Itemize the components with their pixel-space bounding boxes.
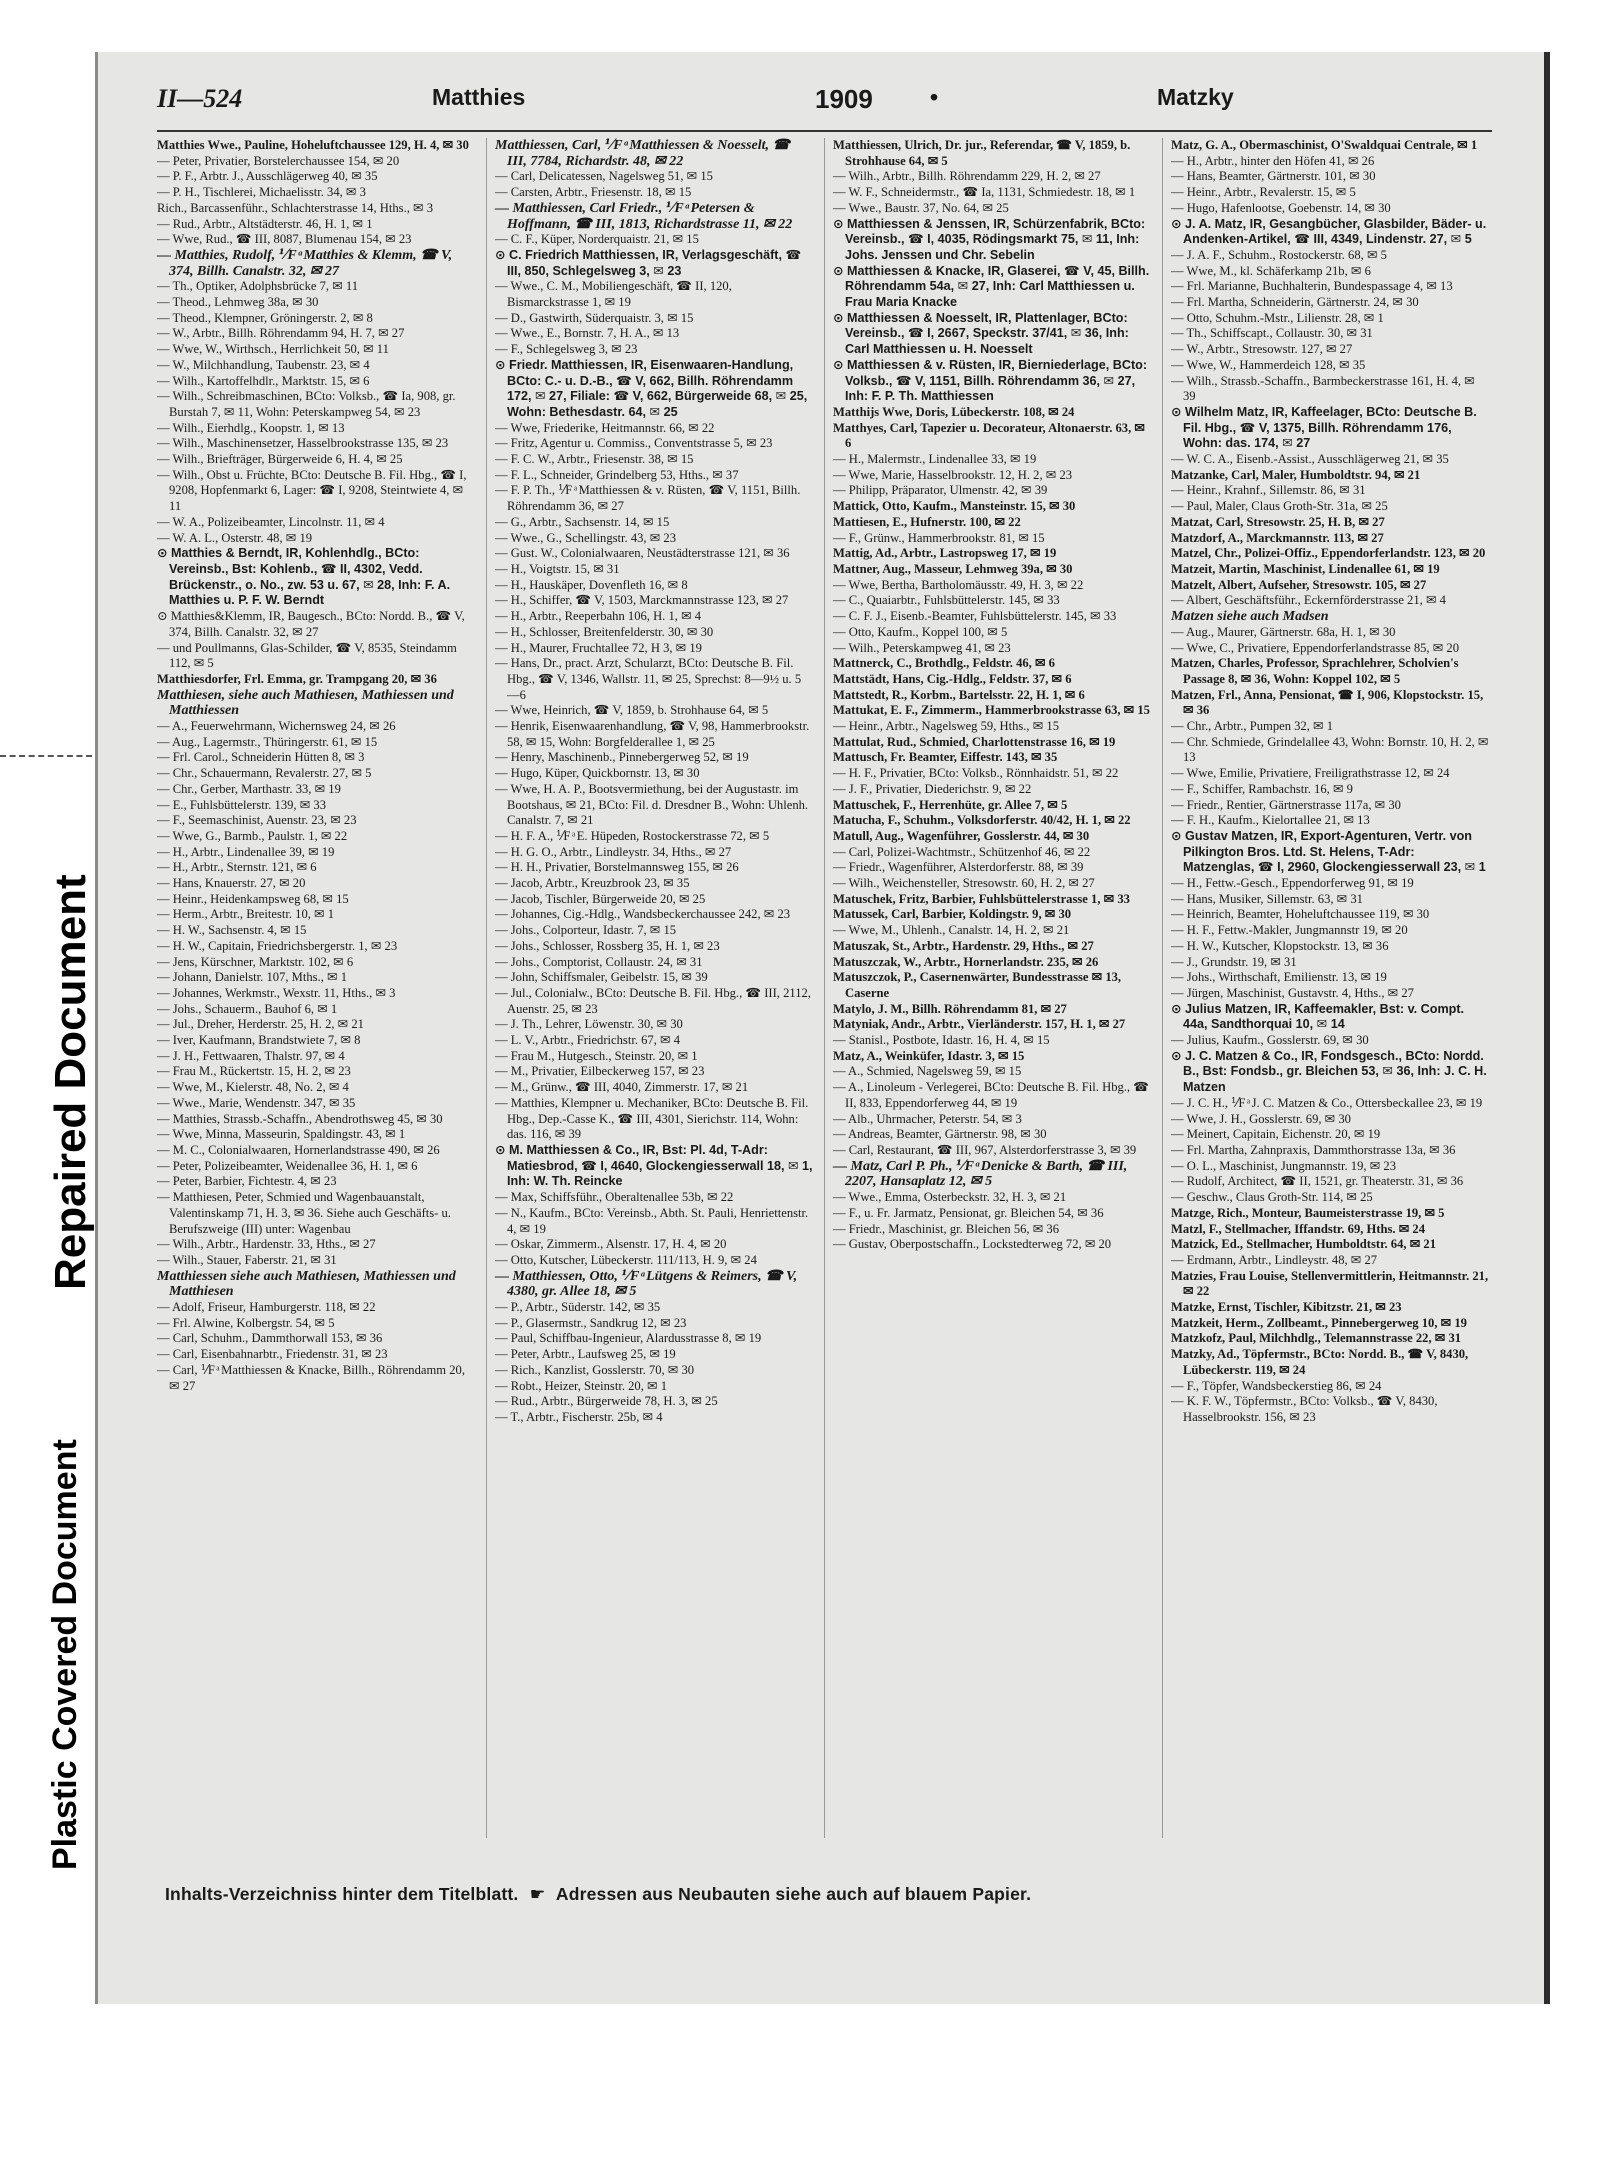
directory-entry: Matuszak, St., Arbtr., Hardenstr. 29, Hths., ✉ 27 [833, 938, 1094, 953]
directory-entry: — Wwe, Marie, Hasselbrookstr. 12, H. 2, ✉ 23 [833, 467, 1073, 482]
directory-entry: — H. W., Kutscher, Klopstockstr. 13, ✉ 36 [1171, 938, 1389, 953]
directory-entry: — H., Malermstr., Lindenallee 33, ✉ 19 [833, 452, 1037, 467]
directory-entry: Matzky, Ad., Töpfermstr., BCto: Nordd. B., ☎ V, 8430, Lübeckerstr. 119, ✉ 24 [1171, 1347, 1469, 1377]
directory-entry: — T., Arbtr., Fischerstr. 25b, ✉ 4 [495, 1409, 663, 1424]
directory-entry: Matzen, Frl., Anna, Pensionat, ☎ I, 906, Klopstockstr. 15, ✉ 36 [1171, 687, 1484, 718]
directory-entry: — Wilh., Schreibmaschinen, BCto: Volksb., ☎ Ia, 908, gr. Burstah 7, ✉ 11, Wohn: Peterskampweg 54, ✉ 23 [157, 389, 456, 419]
directory-entry: — F. L., Schneider, Grindelberg 53, Hths., ✉ 37 [495, 467, 739, 482]
directory-entry: — Otto, Kutscher, Lübeckerstr. 111/113, H. 9, ✉ 24 [495, 1252, 757, 1267]
directory-entry: — Matthiessen, Otto, ⅟F ͣ Lütgens & Reimers, ☎ V, 4380, gr. Allee 18, ✉ 5 [495, 1268, 798, 1300]
directory-entry: — F. P. Th., ⅟F ͣ Matthiessen & v. Rüsten, ☎ V, 1151, Billh. Röhrendamm 36, ✉ 27 [495, 483, 801, 514]
page-footer [165, 1884, 1485, 1905]
directory-entry: — Aug., Lagermstr., Thüringerstr. 61, ✉ 15 [157, 734, 378, 749]
directory-entry: — Matthiessen, Carl Friedr., ⅟F ͣ Petersen & Hoffmann, ☎ III, 1813, Richardstrasse 11, ✉ 22 [495, 200, 793, 232]
directory-entry: — Wwe, W., Hammerdeich 128, ✉ 35 [1171, 357, 1366, 372]
directory-entry: Mattuschek, F., Herrenhüte, gr. Allee 7, ✉ 5 [833, 797, 1068, 812]
directory-entry: — Henry, Maschinenb., Pinnebergerweg 52, ✉ 19 [495, 750, 749, 765]
directory-entry: — Wwe, Heinrich, ☎ V, 1859, b. Strohhause 64, ✉ 5 [495, 703, 769, 718]
directory-entry: — Wilh., Arbtr., Billh. Röhrendamm 229, H. 2, ✉ 27 [833, 169, 1101, 184]
directory-entry: — F., u. Fr. Jarmatz, Pensionat, gr. Bleichen 54, ✉ 36 [833, 1205, 1104, 1220]
directory-entry: — H., Schlosser, Breitenfelderstr. 30, ✉ 30 [495, 624, 714, 639]
directory-entry: Matzl, F., Stellmacher, Iffandstr. 69, Hths. ✉ 24 [1171, 1221, 1426, 1236]
directory-entry: — W., Milchhandlung, Taubenstr. 23, ✉ 4 [157, 357, 370, 372]
directory-entry: — Wwe., G., Schellingstr. 43, ✉ 23 [495, 530, 677, 545]
directory-entry: — Wilh., Eierhdlg., Koopstr. 1, ✉ 13 [157, 420, 345, 435]
directory-entry: — Wwe, Rud., ☎ III, 8087, Blumenau 154, ✉ 23 [157, 232, 412, 247]
directory-entry: Matucha, F., Schuhm., Volksdorferstr. 40/42, H. 1, ✉ 22 [833, 813, 1131, 828]
directory-entry: — Andreas, Beamter, Gärtnerstr. 98, ✉ 30 [833, 1127, 1047, 1142]
directory-entry: — Johs., Colporteur, Idastr. 7, ✉ 15 [495, 923, 677, 938]
directory-entry: — Rud., Arbtr., Altstädterstr. 46, H. 1, ✉ 1 [157, 216, 373, 231]
directory-entry: ⊙ Matthiessen & v. Rüsten, IR, Bierniederlage, BCto: Volksb., ☎ V, 1151, Billh. Röhrendamm 36, ✉ 27, Inh: F. P. Th. Matthiessen [833, 357, 1148, 404]
directory-entry: — Paul, Schiffbau-Ingenieur, Alardusstrasse 8, ✉ 19 [495, 1331, 762, 1346]
directory-entry: — und Poullmanns, Glas-Schilder, ☎ V, 8535, Steindamm 112, ✉ 5 [157, 640, 457, 671]
directory-entry: ⊙ Matthies&Klemm, IR, Baugesch., BCto: Nordd. B., ☎ V, 374, Billh. Canalstr. 32, ✉ 27 [157, 609, 465, 639]
directory-entry: — Theod., Klempner, Gröningerstr. 2, ✉ 8 [157, 310, 373, 325]
directory-entry: — W., Arbtr., Stresowstr. 127, ✉ 27 [1171, 342, 1353, 357]
directory-entry: — Iver, Kaufmann, Brandstwiete 7, ✉ 8 [157, 1033, 361, 1048]
directory-entry: — F., Schiffer, Rambachstr. 16, ✉ 9 [1171, 781, 1353, 796]
directory-entry: — P., Arbtr., Süderstr. 142, ✉ 35 [495, 1300, 661, 1315]
directory-entry: — N., Kaufm., BCto: Vereinsb., Abth. St. Pauli, Henriettenstr. 4, ✉ 19 [495, 1205, 809, 1236]
directory-entry: — Gust. W., Colonialwaaren, Neustädterstrasse 121, ✉ 36 [495, 546, 790, 561]
plastic-covered-label: Plastic Covered Document [46, 1439, 84, 1870]
directory-entry: Rich., Barcassenführ., Schlachterstrasse 14, Hths., ✉ 3 [157, 200, 434, 215]
directory-entry: ⊙ Friedr. Matthiessen, IR, Eisenwaaren-Handlung, BCto: C.- u. D.-B., ☎ V, 662, Billh. Röhrendamm 172, ✉ 27, Filiale: ☎ V, 662, Bürgerweide 68, ✉ 25, Wohn: Bethesdastr. 64, ✉ 25 [495, 357, 808, 419]
directory-entry: — F., Grünw., Hammerbrookstr. 81, ✉ 15 [833, 530, 1045, 545]
directory-entry: — F. C. W., Arbtr., Friesenstr. 38, ✉ 15 [495, 452, 694, 467]
directory-entry: Matthiesdorfer, Frl. Emma, gr. Trampgang 20, ✉ 36 [157, 671, 437, 686]
directory-entry: — K. F. W., Töpfermstr., BCto: Volksb., ☎ V, 8430, Hasselbrookstr. 156, ✉ 23 [1171, 1394, 1438, 1424]
directory-entry: ⊙ Julius Matzen, IR, Kaffeemakler, Bst: v. Compt. 44a, Sandthorquai 10, ✉ 14 [1171, 1001, 1465, 1032]
directory-entry: — Alb., Uhrmacher, Peterstr. 54, ✉ 3 [833, 1111, 1022, 1126]
directory-entry: — H., Arbtr., hinter den Höfen 41, ✉ 26 [1171, 153, 1375, 168]
directory-entry: — Hans, Knauerstr. 27, ✉ 20 [157, 876, 306, 891]
directory-entry: — Friedr., Rentier, Gärtnerstrasse 117a, ✉ 30 [1171, 797, 1401, 812]
directory-entry: — Rudolf, Architect, ☎ II, 1521, gr. Theaterstr. 31, ✉ 36 [1171, 1174, 1464, 1189]
header-year: 1909 [815, 84, 873, 114]
directory-entry: Matz, G. A., Obermaschinist, O'Swaldquai Centrale, ✉ 1 [1171, 138, 1478, 152]
directory-entry: — Wilh., Maschinensetzer, Hasselbrookstrasse 135, ✉ 23 [157, 436, 449, 451]
directory-column-1 [157, 138, 475, 1394]
directory-entry: — G., Arbtr., Sachsenstr. 14, ✉ 15 [495, 514, 670, 529]
directory-entry: — H. W., Sachsenstr. 4, ✉ 15 [157, 923, 307, 938]
directory-entry: Matthies Wwe., Pauline, Hoheluftchaussee 129, H. 4, ✉ 30 [157, 138, 469, 152]
directory-entry: — H., Maurer, Fruchtallee 72, H 3, ✉ 19 [495, 640, 702, 655]
directory-entry: — Wilh., Peterskampweg 41, ✉ 23 [833, 640, 1011, 655]
directory-entry: Mattiesen, E., Hufnerstr. 100, ✉ 22 [833, 514, 1021, 529]
directory-entry: — F., Seemaschinist, Auenstr. 23, ✉ 23 [157, 813, 357, 828]
directory-entry: — Wwe, H. A. P., Bootsvermiethung, bei der Augustastr. im Bootshaus, ✉ 21, BCto: Fil. d. Dresdner B., Wohn: Uhlenh. Canalstr. 7, ✉ 21 [495, 781, 809, 828]
directory-entry: — Hugo, Hafenlootse, Goebenstr. 14, ✉ 30 [1171, 200, 1391, 215]
header-separator: • [930, 84, 939, 110]
directory-entry: — P. H., Tischlerei, Michaelisstr. 34, ✉ 3 [157, 185, 366, 200]
directory-column-4 [1171, 138, 1489, 1426]
directory-entry: — Wilh., Weichensteller, Stresowstr. 60, H. 2, ✉ 27 [833, 876, 1095, 891]
directory-column-3 [833, 138, 1151, 1253]
directory-entry: — Wwe, J. H., Gosslerstr. 69, ✉ 30 [1171, 1111, 1351, 1126]
header-rule [157, 130, 1492, 132]
directory-entry: — Wwe, M., kl. Schäferkamp 21b, ✉ 6 [1171, 263, 1371, 278]
directory-entry: — Rud., Arbtr., Bürgerweide 78, H. 3, ✉ 25 [495, 1394, 718, 1409]
directory-entry: Matyniak, Andr., Arbtr., Vierländerstr. 157, H. 1, ✉ 27 [833, 1017, 1126, 1032]
directory-entry: — Heinr., Arbtr., Revalerstr. 15, ✉ 5 [1171, 185, 1356, 200]
directory-entry: — Wwe, Emilie, Privatiere, Freiligrathstrasse 12, ✉ 24 [1171, 766, 1450, 781]
directory-entry: — Chr., Arbtr., Pumpen 32, ✉ 1 [1171, 719, 1334, 734]
directory-entry: Matthijs Wwe, Doris, Lübeckerstr. 108, ✉ 24 [833, 404, 1075, 419]
directory-entry: — Paul, Maler, Claus Groth-Str. 31a, ✉ 25 [1171, 499, 1388, 514]
directory-entry: — Wwe, C., Privatiere, Eppendorferlandstrasse 85, ✉ 20 [1171, 640, 1460, 655]
directory-entry: Matuszczok, P., Casernenwärter, Bundesstrasse ✉ 13, Caserne [833, 970, 1122, 1000]
directory-entry: — Hans, Beamter, Gärtnerstr. 101, ✉ 30 [1171, 169, 1376, 184]
directory-entry: — Peter, Polizeibeamter, Weidenallee 36, H. 1, ✉ 6 [157, 1158, 418, 1173]
directory-entry: Mattusch, Fr. Beamter, Eiffestr. 143, ✉ 35 [833, 750, 1058, 765]
directory-entry: — W. C. A., Eisenb.-Assist., Ausschlägerweg 21, ✉ 35 [1171, 452, 1449, 467]
directory-entry: — Philipp, Präparator, Ulmenstr. 42, ✉ 39 [833, 483, 1048, 498]
scanned-page [95, 52, 1550, 2004]
directory-entry: — H. W., Capitain, Friedrichsbergerstr. 1, ✉ 23 [157, 938, 398, 953]
directory-entry: — Gustav, Oberpostschaffn., Lockstedterweg 72, ✉ 20 [833, 1237, 1112, 1252]
directory-entry: Matthiessen, Ulrich, Dr. jur., Referendar, ☎ V, 1859, b. Strohhause 64, ✉ 5 [833, 138, 1131, 168]
directory-entry: — Hans, Dr., pract. Arzt, Schularzt, BCto: Deutsche B. Fil. Hbg., ☎ V, 1346, Wallstr. 11, ✉ 25, Sprechst: 8—9½ u. 5—6 [495, 656, 802, 702]
directory-column-2 [495, 138, 813, 1426]
directory-entry: — Theod., Lehmweg 38a, ✉ 30 [157, 295, 319, 310]
directory-entry: — Jacob, Tischler, Bürgerweide 20, ✉ 25 [495, 891, 706, 906]
directory-entry: — J. A. F., Schuhm., Rostockerstr. 68, ✉ 5 [1171, 247, 1387, 262]
column-divider [824, 138, 825, 1838]
directory-entry: — Wwe, M., Kielerstr. 48, No. 2, ✉ 4 [157, 1080, 349, 1095]
page-header [157, 80, 1457, 130]
directory-entry: Matthyes, Carl, Tapezier u. Decorateur, Altonaerstr. 63, ✉ 6 [833, 420, 1145, 451]
directory-entry: Matuszczak, W., Arbtr., Hornerlandstr. 235, ✉ 26 [833, 954, 1099, 969]
page-edge-right [1544, 52, 1550, 2004]
directory-entry: — H., Voigtstr. 15, ✉ 31 [495, 561, 620, 576]
directory-entry: — W. F., Schneidermstr., ☎ Ia, 1131, Schmiedestr. 18, ✉ 1 [833, 185, 1136, 200]
directory-entry: Mattner, Aug., Masseur, Lehmweg 39a, ✉ 30 [833, 561, 1073, 576]
directory-entry: — W., Arbtr., Billh. Röhrendamm 94, H. 7, ✉ 27 [157, 326, 405, 341]
directory-entry: — M., Grünw., ☎ III, 4040, Zimmerstr. 17, ✉ 21 [495, 1080, 749, 1095]
directory-entry: — Wwe., E., Bornstr. 7, H. A., ✉ 13 [495, 326, 680, 341]
directory-entry: Matzeit, Martin, Maschinist, Lindenallee 61, ✉ 19 [1171, 561, 1440, 576]
directory-entry: — Jul., Colonialw., BCto: Deutsche B. Fil. Hbg., ☎ III, 2112, Auenstr. 25, ✉ 23 [495, 985, 811, 1016]
directory-entry: — Wwe, Bertha, Bartholomäusstr. 49, H. 3, ✉ 22 [833, 577, 1084, 592]
footer-index-note: Inhalts-Verzeichniss hinter dem Titelblatt. [165, 1884, 519, 1904]
side-label-strip [0, 0, 95, 2177]
directory-entry: — Frl. Alwine, Kolbergstr. 54, ✉ 5 [157, 1315, 335, 1330]
directory-entry: — L. V., Arbtr., Friedrichstr. 67, ✉ 4 [495, 1033, 680, 1048]
directory-entry: ⊙ J. C. Matzen & Co., IR, Fondsgesch., BCto: Nordd. B., Bst: Fondsb., gr. Bleichen 53, ✉ 36, Inh: J. C. H. Matzen [1171, 1048, 1487, 1095]
directory-entry: — J. Th., Lehrer, Löwenstr. 30, ✉ 30 [495, 1017, 683, 1032]
directory-entry: — Wwe., C. M., Mobiliengeschäft, ☎ II, 120, Bismarckstrasse 1, ✉ 19 [495, 279, 732, 310]
page-number: II—524 [157, 84, 243, 113]
header-first-name: Matthies [432, 84, 526, 110]
directory-entry: — C. F., Küper, Norderquaistr. 21, ✉ 15 [495, 232, 699, 247]
directory-entry: Matzke, Ernst, Tischler, Kibitzstr. 21, ✉ 23 [1171, 1300, 1402, 1315]
directory-entry: — J. H., Fettwaaren, Thalstr. 97, ✉ 4 [157, 1048, 345, 1063]
directory-entry: — Peter, Barbier, Fichtestr. 4, ✉ 23 [157, 1174, 337, 1189]
directory-entry: — H. G. O., Arbtr., Lindleystr. 34, Hths., ✉ 27 [495, 844, 732, 859]
directory-entry: — Wwe, Minna, Masseurin, Spaldingstr. 43, ✉ 1 [157, 1127, 406, 1142]
directory-entry: — Matz, Carl P. Ph., ⅟F ͣ Denicke & Barth, ☎ III, 2207, Hansaplatz 12, ✉ 5 [833, 1158, 1128, 1190]
directory-entry: — Johs., Schauerm., Bauhof 6, ✉ 1 [157, 1001, 338, 1016]
column-divider [1162, 138, 1163, 1838]
directory-entry: — Matthies, Rudolf, ⅟F ͣ Matthies & Klemm, ☎ V, 374, Billh. Canalstr. 32, ✉ 27 [157, 247, 453, 279]
directory-entry: — P., Glasermstr., Sandkrug 12, ✉ 23 [495, 1315, 687, 1330]
directory-entry: — D., Gastwirth, Süderquaistr. 3, ✉ 15 [495, 310, 694, 325]
directory-entry: — Albert, Geschäftsführ., Eckernförderstrasse 21, ✉ 4 [1171, 593, 1446, 608]
directory-entry: — W. A., Polizeibeamter, Lincolnstr. 11, ✉ 4 [157, 514, 385, 529]
directory-entry: — Otto, Kaufm., Koppel 100, ✉ 5 [833, 624, 1008, 639]
directory-entry: — Johs., Wirthschaft, Emilienstr. 13, ✉ 19 [1171, 970, 1387, 985]
directory-entry: Mattstedt, R., Korbm., Bartelsstr. 22, H. 1, ✉ 6 [833, 687, 1085, 702]
directory-entry: — Fritz, Agentur u. Commiss., Conventstrasse 5, ✉ 23 [495, 436, 773, 451]
directory-entry: — M. C., Colonialwaaren, Hornerlandstrasse 490, ✉ 26 [157, 1143, 440, 1157]
directory-entry: — Geschw., Claus Groth-Str. 114, ✉ 25 [1171, 1190, 1373, 1205]
directory-entry: — Wilh., Strassb.-Schaffn., Barmbeckerstrasse 161, H. 4, ✉ 39 [1171, 373, 1475, 404]
directory-entry: — Johannes, Cig.-Hdlg., Wandsbeckerchaussee 242, ✉ 23 [495, 907, 791, 922]
directory-entry: — Stanisl., Postbote, Idastr. 16, H. 4, ✉ 15 [833, 1033, 1050, 1048]
directory-entry: Matzge, Rich., Monteur, Baumeisterstrasse 19, ✉ 5 [1171, 1205, 1445, 1220]
directory-entry: — Oskar, Zimmerm., Alsenstr. 17, H. 4, ✉ 20 [495, 1237, 727, 1252]
directory-entry: — Carl, ⅟F ͣ Matthiessen & Knacke, Billh., Röhrendamm 20, ✉ 27 [157, 1362, 465, 1393]
directory-entry: ⊙ Gustav Matzen, IR, Export-Agenturen, Vertr. von Pilkington Bros. Ltd. St. Helens, T-Adr: Matzenglas, ☎ I, 2960, Glockengiesserwall 23, ✉ 1 [1171, 828, 1486, 875]
directory-entry: Mattstädt, Hans, Cig.-Hdlg., Feldstr. 37, ✉ 6 [833, 671, 1072, 686]
directory-entry: Matzen, Charles, Professor, Sprachlehrer, Scholvien's Passage 8, ✉ 36, Wohn: Koppel 102, ✉ 5 [1171, 656, 1459, 686]
repaired-document-label: Repaired Document [46, 874, 95, 1290]
directory-entry: — Carl, Schuhm., Dammthorwall 153, ✉ 36 [157, 1331, 383, 1346]
strip-divider-mark [0, 755, 92, 757]
page-edge-left [95, 52, 98, 2004]
directory-entry: — M., Privatier, Eilbeckerweg 157, ✉ 23 [495, 1064, 705, 1079]
directory-entry: — F., Schlegelsweg 3, ✉ 23 [495, 342, 638, 357]
directory-entry: Matzanke, Carl, Maler, Humboldtstr. 94, ✉ 21 [1171, 467, 1421, 482]
directory-entry: Matzel, Chr., Polizei-Offiz., Eppendorferlandstr. 123, ✉ 20 [1171, 546, 1486, 561]
directory-entry: — Wwe, W., Wirthsch., Herrlichkeit 50, ✉ 11 [157, 342, 389, 357]
directory-entry: — Johann, Danielstr. 107, Mths., ✉ 1 [157, 970, 348, 985]
directory-entry: — Friedr., Wagenführer, Alsterdorferstr. 88, ✉ 39 [833, 860, 1084, 875]
directory-entry: ⊙ Matthiessen & Jenssen, IR, Schürzenfabrik, BCto: Vereinsb., ☎ I, 4035, Rödingsmarkt 75, ✉ 11, Inh: Johs. Jenssen und Chr. Sebelin [833, 216, 1146, 262]
directory-entry: — Frl. Martha, Zahnpraxis, Dammthorstrasse 13a, ✉ 36 [1171, 1143, 1456, 1157]
directory-entry: — Heinr., Krahnf., Sillemstr. 86, ✉ 31 [1171, 483, 1366, 498]
directory-entry: — Adolf, Friseur, Hamburgerstr. 118, ✉ 22 [157, 1300, 376, 1315]
directory-entry: Mattick, Otto, Kaufm., Mansteinstr. 15, ✉ 30 [833, 499, 1076, 514]
directory-entry: — Hans, Musiker, Sillemstr. 63, ✉ 31 [1171, 891, 1363, 906]
directory-entry: — Wilh., Obst u. Früchte, BCto: Deutsche B. Fil. Hbg., ☎ I, 9208, Hopfenmarkt 6, Lager: ☎ I, 9208, Steintwiete 4, ✉ 11 [157, 467, 467, 514]
directory-entry: — Wilh., Stauer, Faberstr. 21, ✉ 31 [157, 1252, 337, 1267]
directory-entry: — H., Hauskäper, Dovenfleth 16, ✉ 8 [495, 577, 688, 592]
directory-entry: Matzkeit, Herm., Zollbeamt., Pinnebergerweg 10, ✉ 19 [1171, 1315, 1467, 1330]
directory-entry: — H. F., Privatier, BCto: Volksb., Rönnhaidstr. 51, ✉ 22 [833, 766, 1119, 781]
directory-entry: Matzies, Frau Louise, Stellenvermittlerin, Heitmannstr. 21, ✉ 22 [1171, 1268, 1489, 1299]
directory-entry: — Frl. Carol., Schneiderin Hütten 8, ✉ 3 [157, 750, 365, 765]
directory-entry: — H. H., Privatier, Borstelmannsweg 155, ✉ 26 [495, 860, 739, 875]
directory-entry: — Heinr., Heidenkampsweg 68, ✉ 15 [157, 891, 349, 906]
pointing-hand-icon: ☛ [529, 1884, 546, 1904]
directory-entry: — Chr. Schmiede, Grindelallee 43, Wohn: Bornstr. 10, H. 2, ✉ 13 [1171, 734, 1489, 765]
directory-entry: Matthiesen, siehe auch Mathiesen, Mathiessen und Matthiessen [157, 687, 454, 719]
directory-entry: — Johs., Schlosser, Rossberg 35, H. 1, ✉ 23 [495, 938, 720, 953]
directory-entry: — A., Schmied, Nagelsweg 59, ✉ 15 [833, 1064, 1022, 1079]
directory-entry: — Peter, Privatier, Borstelerchaussee 154, ✉ 20 [157, 153, 400, 168]
directory-entry: — Jul., Dreher, Herderstr. 25, H. 2, ✉ 21 [157, 1017, 364, 1032]
directory-entry: — Jens, Kürschner, Marktstr. 102, ✉ 6 [157, 954, 354, 969]
directory-entry: ⊙ Matthiessen & Noesselt, IR, Plattenlager, BCto: Vereinsb., ☎ I, 2667, Speckstr. 37/41, ✉ 36, Inh: Carl Matthiessen u. H. Noesselt [833, 310, 1129, 357]
directory-entry: — Matthiesen, Peter, Schmied und Wagenbauanstalt, Valentinskamp 71, H. 3, ✉ 36. Siehe auch Geschäfts- u. Berufszweige (III) unter: Wagenbau [157, 1190, 451, 1236]
directory-entry: — Frl. Martha, Schneiderin, Gärtnerstr. 24, ✉ 30 [1171, 295, 1419, 310]
directory-entry: Matzick, Ed., Stellmacher, Humboldtstr. 64, ✉ 21 [1171, 1237, 1436, 1252]
footer-new-addresses-note: Adressen aus Neubauten siehe auch auf blauem Papier. [555, 1884, 1032, 1904]
directory-entry: — Peter, Arbtr., Laufsweg 25, ✉ 19 [495, 1347, 676, 1362]
directory-entry: — H., Fettw.-Gesch., Eppendorferweg 91, ✉ 19 [1171, 876, 1414, 891]
directory-entry: — A., Feuerwehrmann, Wichernsweg 24, ✉ 26 [157, 719, 396, 734]
directory-entry: Matzen siehe auch Madsen [1171, 609, 1329, 625]
directory-entry: — Johs., Comptorist, Collaustr. 24, ✉ 31 [495, 954, 703, 969]
directory-entry: Matull, Aug., Wagenführer, Gosslerstr. 44, ✉ 30 [833, 828, 1090, 843]
directory-entry: — Chr., Gerber, Marthastr. 33, ✉ 19 [157, 781, 341, 796]
directory-entry: — Frau M., Hutgesch., Steinstr. 20, ✉ 1 [495, 1048, 698, 1063]
directory-entry: — Wwe, G., Barmb., Paulstr. 1, ✉ 22 [157, 828, 348, 843]
directory-entry: — F. H., Kaufm., Kielortallee 21, ✉ 13 [1171, 813, 1370, 828]
directory-entry: — Otto, Schuhm.-Mstr., Lilienstr. 28, ✉ 1 [1171, 310, 1384, 325]
directory-entry: — J. C. H., ⅟F ͣ J. C. Matzen & Co., Ottersbeckallee 23, ✉ 19 [1171, 1095, 1483, 1110]
directory-entry: — Heinr., Arbtr., Nagelsweg 59, Hths., ✉ 15 [833, 719, 1060, 734]
directory-entry: — J. F., Privatier, Diederichstr. 9, ✉ 22 [833, 781, 1032, 796]
directory-entry: ⊙ J. A. Matz, IR, Gesangbücher, Glasbilder, Bäder- u. Andenken-Artikel, ☎ III, 4349, Lindenstr. 27, ✉ 5 [1171, 216, 1487, 247]
directory-entry: Mattukat, E. F., Zimmerm., Hammerbrookstrasse 63, ✉ 15 [833, 703, 1150, 718]
directory-entry: — Wwe, Friederike, Heitmannstr. 66, ✉ 22 [495, 420, 715, 435]
directory-entry: — A., Linoleum - Verlegerei, BCto: Deutsche B. Fil. Hbg., ☎ II, 833, Eppendorferweg 44, ✉ 19 [833, 1080, 1149, 1110]
directory-entry: — Wwe., Marie, Wendenstr. 347, ✉ 35 [157, 1095, 356, 1110]
directory-entry: — Carl, Delicatessen, Nagelsweg 51, ✉ 15 [495, 169, 713, 184]
directory-entry: — Th., Schiffscapt., Collaustr. 30, ✉ 31 [1171, 326, 1373, 341]
directory-entry: Matzdorf, A., Marckmannstr. 113, ✉ 27 [1171, 530, 1384, 545]
directory-entry: — Henrik, Eisenwaarenhandlung, ☎ V, 98, Hammerbrookstr. 58, ✉ 15, Wohn: Borgfelderallee 1, ✉ 25 [495, 719, 810, 749]
directory-entry: ⊙ C. Friedrich Matthiessen, IR, Verlagsgeschäft, ☎ III, 850, Schlegelsweg 3, ✉ 23 [495, 247, 802, 278]
directory-entry: — Th., Optiker, Adolphsbrücke 7, ✉ 11 [157, 279, 359, 294]
directory-entry: — Wwe., Emma, Osterbeckstr. 32, H. 3, ✉ 21 [833, 1190, 1067, 1205]
directory-entry: Matylo, J. M., Billh. Röhrendamm 81, ✉ 27 [833, 1001, 1067, 1016]
directory-entry: — P. F., Arbtr. J., Ausschlägerweg 40, ✉ 35 [157, 169, 378, 184]
directory-entry: ⊙ Wilhelm Matz, IR, Kaffeelager, BCto: Deutsche B. Fil. Hbg., ☎ V, 1375, Billh. Röhrendamm 176, Wohn: das. 174, ✉ 27 [1171, 404, 1477, 451]
directory-entry: — Wilh., Arbtr., Hardenstr. 33, Hths., ✉ 27 [157, 1237, 376, 1252]
directory-entry: — O. L., Maschinist, Jungmannstr. 19, ✉ 23 [1171, 1158, 1396, 1173]
directory-entry: — Carl, Eisenbahnarbtr., Friedenstr. 31, ✉ 23 [157, 1347, 388, 1362]
directory-entry: — Carsten, Arbtr., Friesenstr. 18, ✉ 15 [495, 185, 692, 200]
directory-entry: Matzelt, Albert, Aufseher, Stresowstr. 105, ✉ 27 [1171, 577, 1427, 592]
directory-entry: Matzkofz, Paul, Milchhdlg., Telemannstrasse 22, ✉ 31 [1171, 1331, 1462, 1346]
directory-entry: — Max, Schiffsführ., Oberaltenallee 53b, ✉ 22 [495, 1190, 734, 1205]
directory-entry: — Wwe, M., Uhlenh., Canalstr. 14, H. 2, ✉ 21 [833, 923, 1070, 938]
directory-entry: Matthiessen, Carl, ⅟F ͣ Matthiessen & Noesselt, ☎ III, 7784, Richardstr. 48, ✉ 22 [495, 138, 790, 169]
directory-entry: — Robt., Heizer, Steinstr. 20, ✉ 1 [495, 1378, 668, 1393]
directory-entry: — Matthies, Strassb.-Schaffn., Abendrothsweg 45, ✉ 30 [157, 1111, 443, 1126]
directory-entry: ⊙ Matthiessen & Knacke, IR, Glaserei, ☎ V, 45, Billh. Röhrendamm 54a, ✉ 27, Inh: Carl Matthiessen u. Frau Maria Knacke [833, 263, 1150, 310]
directory-entry: Mattnerck, C., Brothdlg., Feldstr. 46, ✉ 6 [833, 656, 1055, 671]
directory-entry: — Wilh., Briefträger, Bürgerweide 6, H. 4, ✉ 25 [157, 452, 403, 467]
directory-entry: — J., Grundstr. 19, ✉ 31 [1171, 954, 1297, 969]
directory-entry: — F., Töpfer, Wandsbeckerstieg 86, ✉ 24 [1171, 1378, 1382, 1393]
directory-entry: — Carl, Polizei-Wachtmstr., Schützenhof 46, ✉ 22 [833, 844, 1091, 859]
directory-entry: — W. A. L., Osterstr. 48, ✉ 19 [157, 530, 313, 545]
directory-entry: — C., Quaiarbtr., Fuhlsbüttelerstr. 145, ✉ 33 [833, 593, 1060, 608]
directory-entry: — Matthies, Klempner u. Mechaniker, BCto: Deutsche B. Fil. Hbg., Dep.-Casse K., ☎ III, 4301, Sierichstr. 114, Wohn: das. 116, ✉ 39 [495, 1095, 809, 1142]
directory-entry: — Herm., Arbtr., Breitestr. 10, ✉ 1 [157, 907, 335, 922]
directory-entry: — Jacob, Arbtr., Kreuzbrook 23, ✉ 35 [495, 876, 690, 891]
directory-entry: — E., Fuhlsbüttelerstr. 139, ✉ 33 [157, 797, 327, 812]
directory-entry: Matussek, Carl, Barbier, Koldingstr. 9, ✉ 30 [833, 907, 1072, 922]
directory-entry: — Heinrich, Beamter, Hoheluftchaussee 119, ✉ 30 [1171, 907, 1430, 922]
directory-entry: — Johannes, Werkmstr., Wexstr. 11, Hths., ✉ 3 [157, 985, 396, 1000]
directory-entry: — Julius, Kaufm., Gosslerstr. 69, ✉ 30 [1171, 1033, 1369, 1048]
directory-entry: — Meinert, Capitain, Eichenstr. 20, ✉ 19 [1171, 1127, 1381, 1142]
directory-entry: — Frl. Marianne, Buchhalterin, Bundespassage 4, ✉ 13 [1171, 279, 1453, 294]
directory-entry: — Frau M., Rückertstr. 15, H. 2, ✉ 23 [157, 1064, 351, 1079]
directory-entry: — H., Arbtr., Sternstr. 121, ✉ 6 [157, 860, 317, 875]
directory-entry: Mattulat, Rud., Schmied, Charlottenstrasse 16, ✉ 19 [833, 734, 1116, 749]
directory-entry: — Friedr., Maschinist, gr. Bleichen 56, ✉ 36 [833, 1221, 1060, 1236]
column-divider [486, 138, 487, 1838]
directory-entry: Matz, A., Weinküfer, Idastr. 3, ✉ 15 [833, 1048, 1025, 1063]
directory-entry: — H., Arbtr., Reeperbahn 106, H. 1, ✉ 4 [495, 609, 702, 624]
directory-entry: — Carl, Restaurant, ☎ III, 967, Alsterdorferstrasse 3, ✉ 39 [833, 1143, 1137, 1157]
directory-entry: — H. F., Fettw.-Makler, Jungmannstr 19, ✉ 20 [1171, 923, 1408, 938]
directory-entry: Matuschek, Fritz, Barbier, Fuhlsbüttelerstrasse 1, ✉ 33 [833, 891, 1130, 906]
directory-entry: — H., Arbtr., Lindenallee 39, ✉ 19 [157, 844, 335, 859]
directory-entry: — Aug., Maurer, Gärtnerstr. 68a, H. 1, ✉ 30 [1171, 624, 1396, 639]
directory-entry: ⊙ M. Matthiessen & Co., IR, Bst: Pl. 4d, T-Adr: Matiesbrod, ☎ I, 4640, Glockengiesserwall 18, ✉ 1, Inh: W. Th. Reincke [495, 1143, 813, 1189]
directory-entry: — Chr., Schauermann, Revalerstr. 27, ✉ 5 [157, 766, 372, 781]
directory-entry: — Wwe., Baustr. 37, No. 64, ✉ 25 [833, 200, 1009, 215]
directory-entry: ⊙ Matthies & Berndt, IR, Kohlenhdlg., BCto: Vereinsb., Bst: Kohlenb., ☎ II, 4302, Vedd. Brückenstr., o. No., zw. 53 u. 67, ✉ 28, Inh: F. A. Matthies u. P. F. W. Berndt [157, 546, 451, 608]
directory-entry: Matthiessen siehe auch Mathiesen, Mathiessen und Matthiesen [157, 1268, 456, 1300]
directory-entry: — John, Schiffsmaler, Geibelstr. 15, ✉ 39 [495, 970, 708, 985]
header-last-name: Matzky [1157, 84, 1234, 110]
directory-entry: — C. F. J., Eisenb.-Beamter, Fuhlsbüttelerstr. 145, ✉ 33 [833, 609, 1117, 624]
directory-entry: Mattig, Ad., Arbtr., Lastropsweg 17, ✉ 19 [833, 546, 1057, 561]
directory-entry: Matzat, Carl, Stresowstr. 25, H. B, ✉ 27 [1171, 514, 1385, 529]
directory-entry: — Hugo, Küper, Quickbornstr. 13, ✉ 30 [495, 766, 700, 781]
directory-entry: — Wilh., Kartoffelhdlr., Marktstr. 15, ✉ 6 [157, 373, 370, 388]
directory-entry: — H., Schiffer, ☎ V, 1503, Marckmannstrasse 123, ✉ 27 [495, 593, 789, 608]
directory-entry: — H. F. A., ⅟F ͣ E. Hüpeden, Rostockerstrasse 72, ✉ 5 [495, 828, 770, 843]
directory-entry: — Erdmann, Arbtr., Lindleystr. 48, ✉ 27 [1171, 1252, 1378, 1267]
directory-entry: — Jürgen, Maschinist, Gustavstr. 4, Hths., ✉ 27 [1171, 985, 1414, 1000]
directory-entry: — Rich., Kanzlist, Gosslerstr. 70, ✉ 30 [495, 1362, 695, 1377]
